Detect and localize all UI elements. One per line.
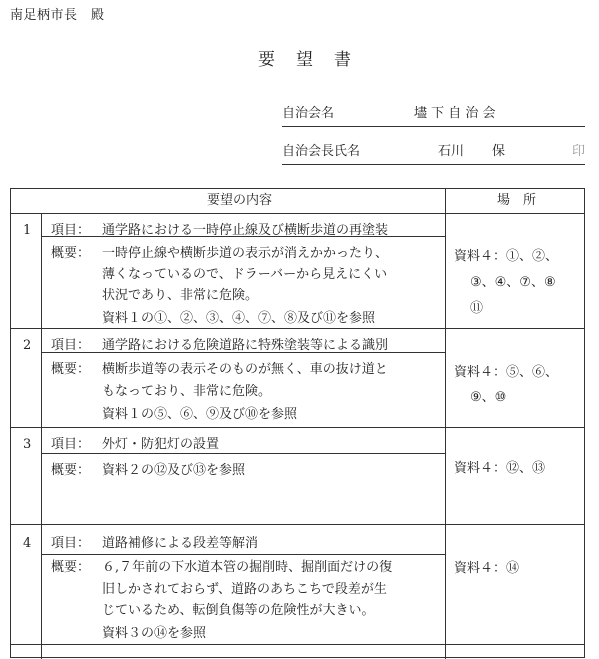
header-divider xyxy=(11,213,584,214)
seal-mark: 印 xyxy=(571,144,585,159)
place-line: 資料４：⑭ xyxy=(454,561,520,576)
summary-line: 旧しかされておらず、道路のあちこちで段差が生 xyxy=(102,582,387,597)
place-line: ⑪ xyxy=(470,301,484,316)
summary-label: 概要： xyxy=(51,362,91,377)
item-label: 項目： xyxy=(51,338,91,353)
item-text: 道路補修による段差等解消 xyxy=(102,536,259,551)
place-line: ③、④、⑦、⑧ xyxy=(470,275,556,290)
row2-bottom xyxy=(11,427,584,428)
summary-label: 概要： xyxy=(51,560,91,575)
place-line: 資料４：⑫、⑬ xyxy=(454,461,546,476)
place-column-divider xyxy=(445,189,446,659)
place-line: ⑨、⑩ xyxy=(470,390,507,405)
request-table xyxy=(10,188,585,658)
summary-line: もなっており、非常に危険。 xyxy=(102,384,272,399)
item-label: 項目： xyxy=(51,223,91,238)
chair-name-line xyxy=(282,142,585,165)
summary-line: 薄くなっているので、ドラーバーから見えにくい xyxy=(102,267,388,282)
chair-family-name: 石川 xyxy=(438,144,465,159)
reference-line: 資料１の①、②、③、④、⑦、⑧及び⑪を参照 xyxy=(102,311,376,326)
chair-given-name: 保 xyxy=(492,144,506,159)
summary-line: じているため、転倒負傷等の危険性が大きい。 xyxy=(102,603,375,618)
place-line: 資料４：①、②、 xyxy=(454,249,559,264)
item-text: 通学路における危険道路に特殊塗装等による識別 xyxy=(102,338,389,353)
item-label: 項目： xyxy=(51,536,91,551)
document-title: 要 望 書 xyxy=(258,50,353,70)
reference-line: 資料２の⑫及び⑬を参照 xyxy=(102,463,246,478)
row-number: 4 xyxy=(23,536,32,551)
addressee: 南足柄市長 殿 xyxy=(10,8,105,23)
item-text: 通学路における一時停止線及び横断歩道の再塗装 xyxy=(102,223,389,238)
summary-line: 状況であり、非常に危険。 xyxy=(102,288,259,303)
header-place: 場 所 xyxy=(497,193,537,208)
header-content: 要望の内容 xyxy=(207,193,273,208)
org-name-label: 自治会名 xyxy=(282,106,335,121)
org-name-value: 壗 下 自 治 会 xyxy=(414,106,496,121)
summary-line: 横断歩道等の表示そのものが無く、車の抜け道と xyxy=(102,362,388,377)
org-name-line xyxy=(282,104,585,127)
summary-line: 一時停止線や横断歩道の表示が消えかかったり、 xyxy=(102,246,389,261)
row4-item-divider xyxy=(41,554,445,555)
row3-bottom xyxy=(11,524,584,525)
reference-line: 資料３の⑭を参照 xyxy=(102,626,207,641)
row-number: 3 xyxy=(23,437,32,452)
summary-label: 概要： xyxy=(51,246,91,261)
reference-line: 資料１の⑤、⑥、⑨及び⑩を参照 xyxy=(102,407,298,422)
chair-name-label: 自治会長氏名 xyxy=(282,144,361,159)
item-label: 項目： xyxy=(51,437,91,452)
item-text: 外灯・防犯灯の設置 xyxy=(102,437,220,452)
summary-label: 概要： xyxy=(51,463,91,478)
row-number: 2 xyxy=(23,338,32,353)
number-column-divider xyxy=(41,213,42,659)
row4-bottom xyxy=(11,644,584,645)
summary-line: ６,７年前の下水道本管の掘削時、掘削面だけの復 xyxy=(102,560,393,575)
place-line: 資料４：⑤、⑥、 xyxy=(454,365,559,380)
row-number: 1 xyxy=(23,223,32,238)
